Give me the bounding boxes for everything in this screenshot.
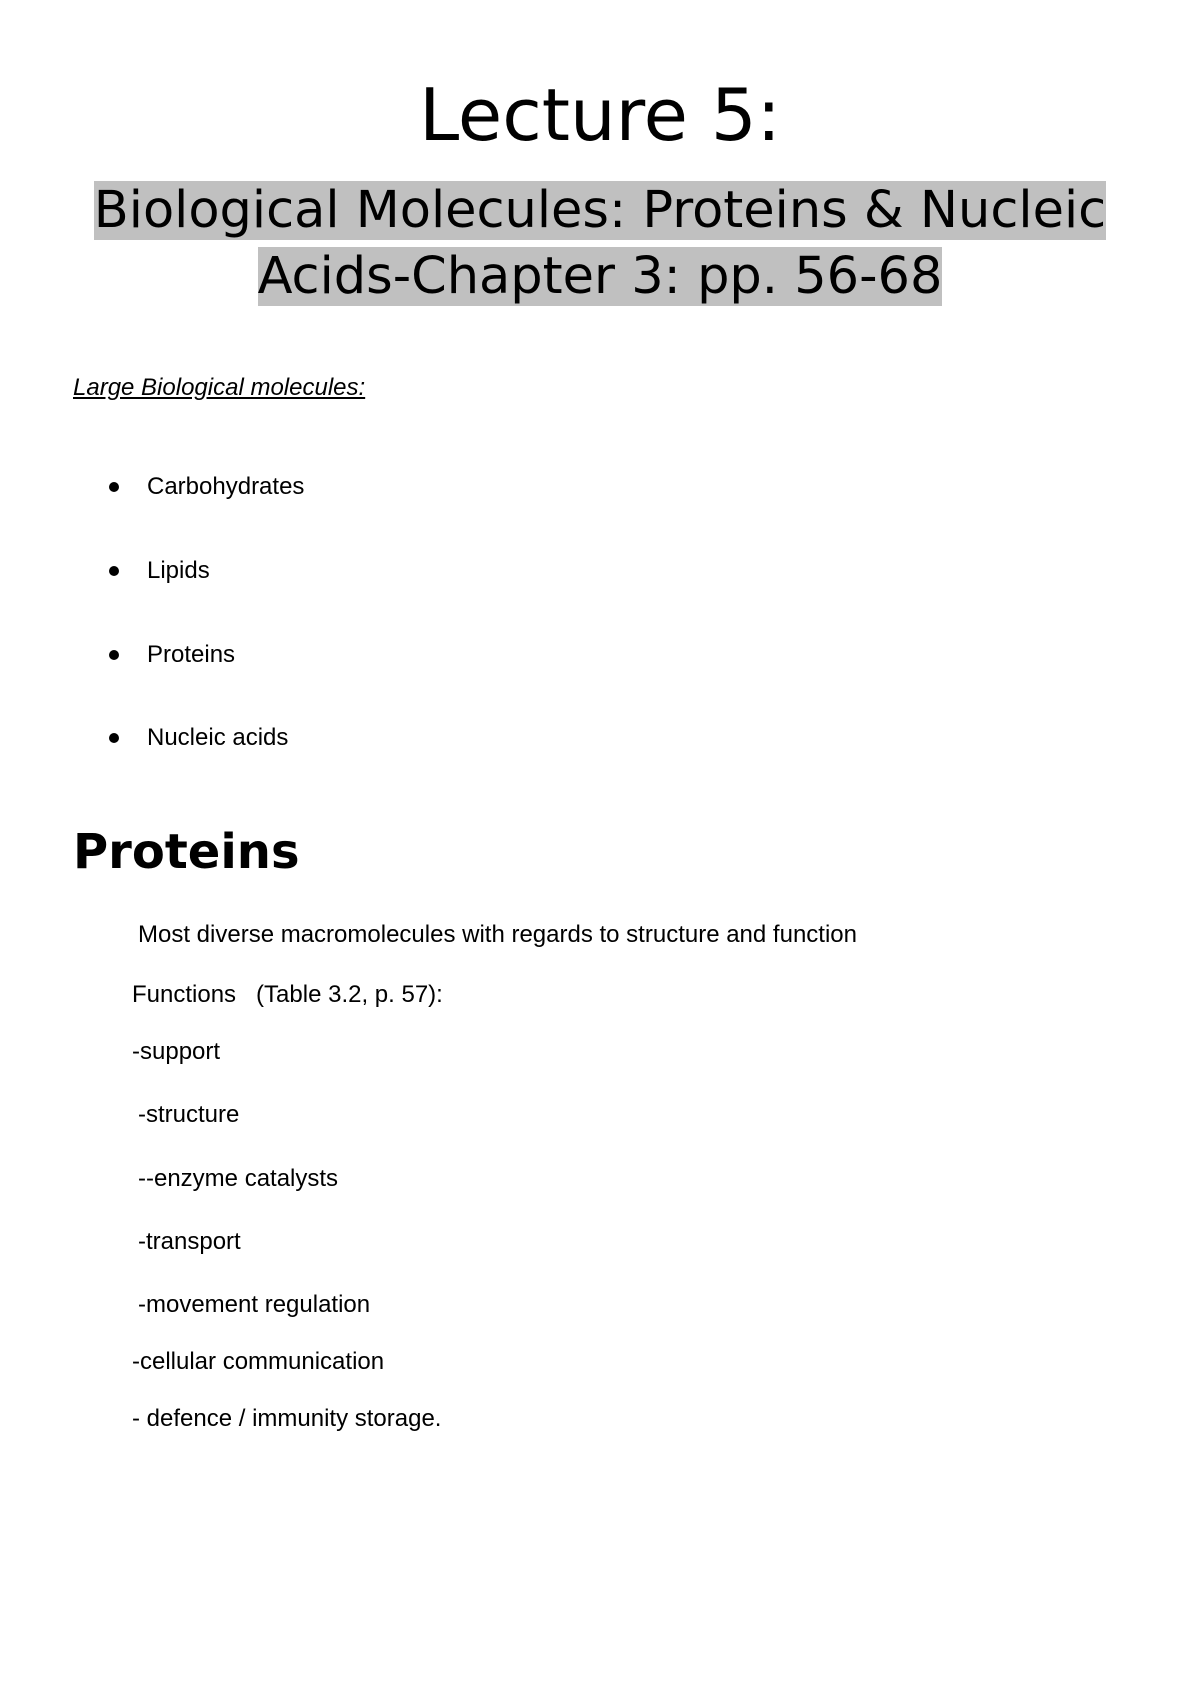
bullet-icon [109,566,119,576]
bullet-icon [109,482,119,492]
proteins-description: Most diverse macromolecules with regards to structure and function [138,921,857,948]
bullet-icon [109,733,119,743]
list-item-text: Proteins [147,641,236,668]
subtitle-line-2: Acids-Chapter 3: pp. 56-68 [257,247,943,306]
list-item-text: Lipids [147,557,210,584]
function-item: -transport [138,1228,241,1255]
list-item-text: Carbohydrates [147,473,305,500]
list-item-text: Nucleic acids [147,724,289,751]
large-molecules-label: Large Biological molecules: [73,374,366,401]
subtitle-line-1: Biological Molecules: Proteins & Nucleic [93,181,1107,240]
function-item: -structure [138,1101,240,1128]
function-item: - defence / immunity storage. [132,1405,442,1432]
bullet-icon [109,650,119,660]
lecture-title: Lecture 5: [419,73,781,157]
function-item: -movement regulation [138,1291,371,1318]
functions-label: Functions (Table 3.2, p. 57): [132,981,443,1008]
function-item: -cellular communication [132,1348,385,1375]
lecture-subtitle [60,178,1140,310]
proteins-heading: Proteins [73,824,300,880]
function-item: --enzyme catalysts [138,1165,339,1192]
function-item: -support [132,1038,221,1065]
